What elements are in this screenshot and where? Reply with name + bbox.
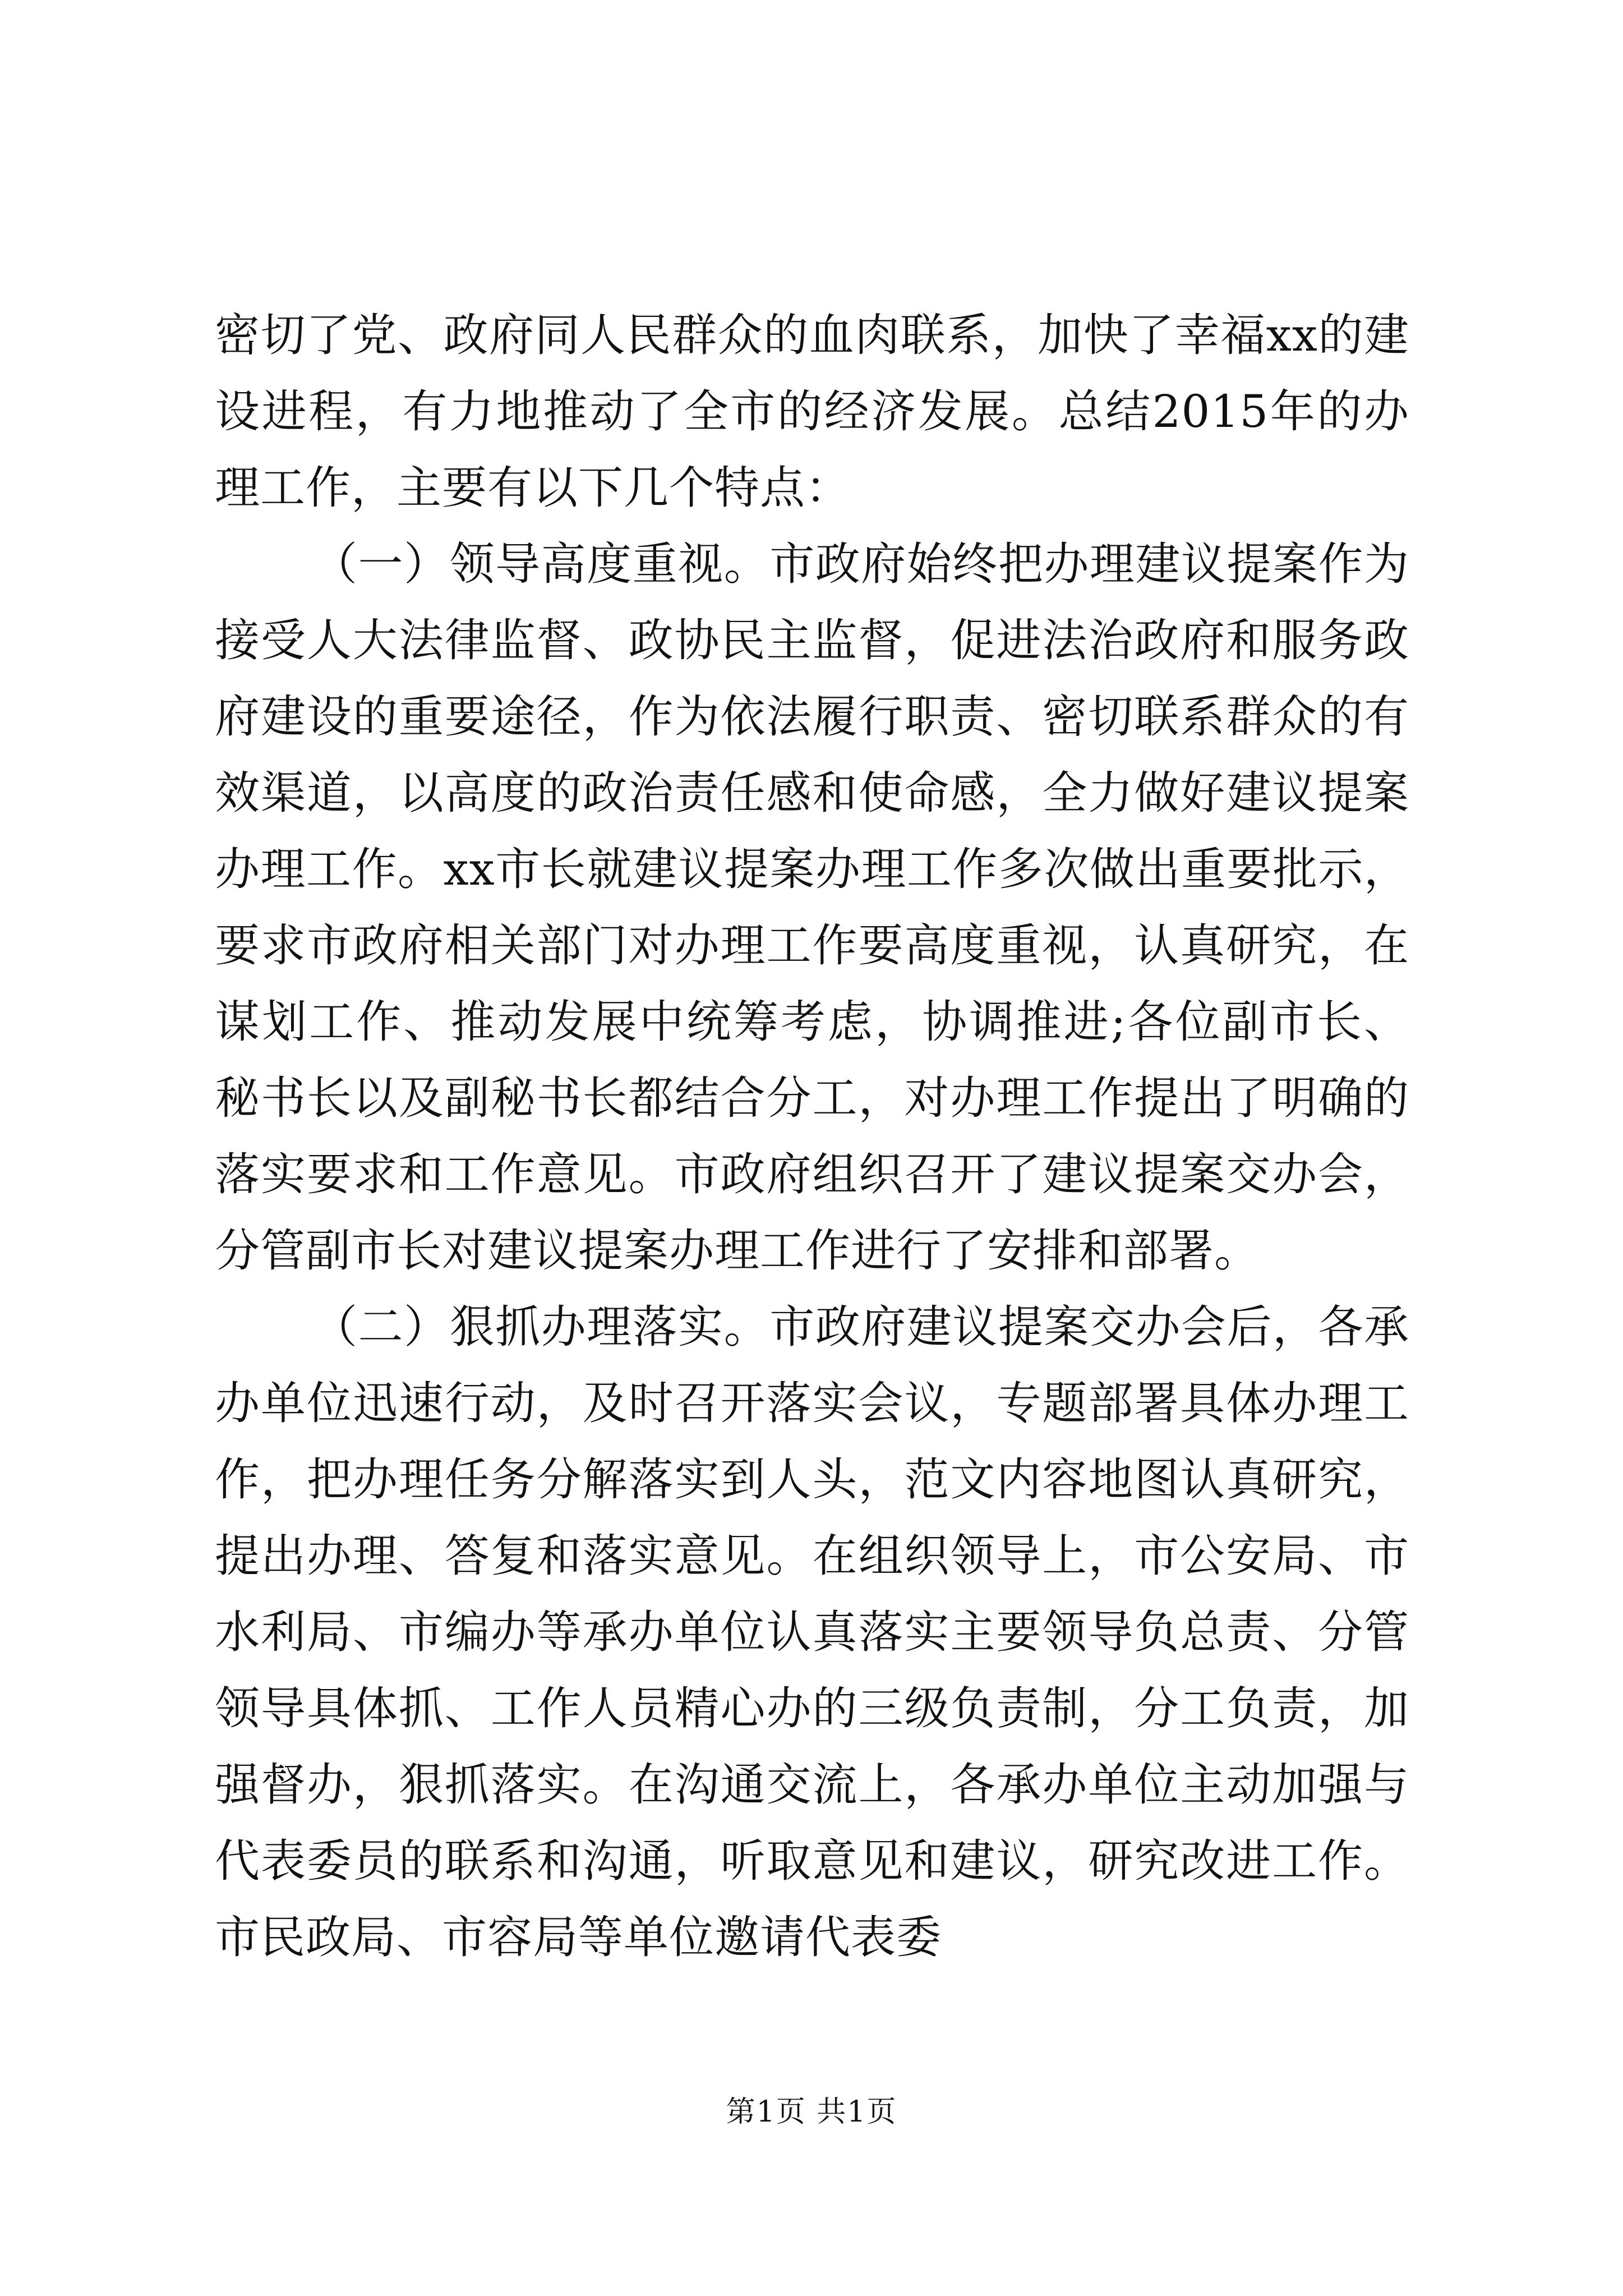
paragraph-implementation: （二）狠抓办理落实。市政府建议提案交办会后，各承办单位迅速行动，及时召开落实会议，专题部署具体办理工作，把办理任务分解落实到人头，范文内容地图认真研究，提出办理、答复和落实意见。在组织领导上，市公安局、市水利局、市编办等承办单位认真落实主要领导负总责、分管领导具体抓、工作人员精心办的三级负责制，分工负责，加强督办，狠抓落实。在沟通交流上，各承办单位主动加强与代表委员的联系和沟通，听取意见和建议，研究改进工作。市民政局、市容局等单位邀请代表委 bbox=[215, 1301, 1409, 1963]
paragraph-leadership: （一）领导高度重视。市政府始终把办理建议提案作为接受人大法律监督、政协民主监督，促进法治政府和服务政府建设的重要途径，作为依法履行职责、密切联系群众的有效渠道，以高度的政治责任感和使命感，全力做好建议提案办理工作。xx市长就建议提案办理工作多次做出重要批示，要求市政府相关部门对办理工作要高度重视，认真研究，在谋划工作、推动发展中统筹考虑，协调推进;各位副市长、秘书长以及副秘书长都结合分工，对办理工作提出了明确的落实要求和工作意见。市政府组织召开了建议提案交办会，分管副市长对建议提案办理工作进行了安排和部署。 bbox=[215, 538, 1409, 1277]
document-body bbox=[215, 297, 1409, 1976]
paragraph-continuation: 密切了党、政府同人民群众的血肉联系，加快了幸福xx的建设进程，有力地推动了全市的经济发展。总结2015年的办理工作，主要有以下几个特点： bbox=[215, 309, 1409, 514]
page-footer: 第1页 共1页 bbox=[726, 2095, 897, 2129]
